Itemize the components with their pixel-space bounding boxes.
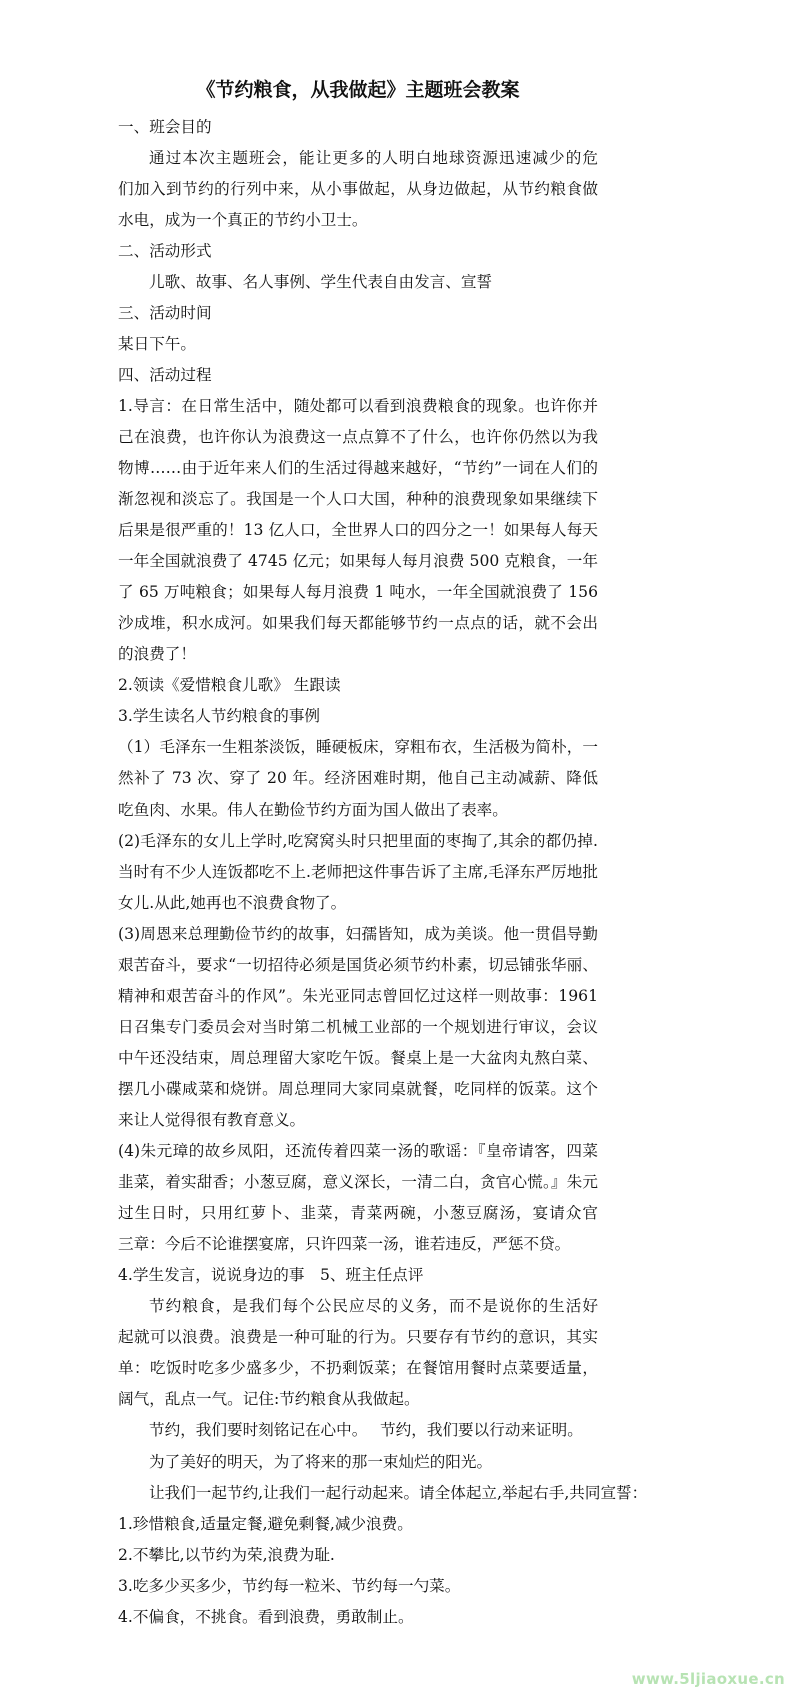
text-line: 过生日时，只用红萝卜、韭菜，青菜两碗，小葱豆腐汤，宴请众官 bbox=[118, 1204, 598, 1223]
text-line: 节约，我们要时刻铭记在心中。 节约，我们要以行动来证明。 bbox=[149, 1421, 583, 1440]
text-line: 节约粮食，是我们每个公民应尽的义务，而不是说你的生活好 bbox=[149, 1297, 598, 1316]
text-line: (3)周恩来总理勤俭节约的故事，妇孺皆知，成为美谈。他一贯倡导勤 bbox=[118, 924, 598, 943]
text-line: 物博……由于近年来人们的生活过得越来越好，“节约”一词在人们的 bbox=[118, 459, 598, 478]
section-heading: 二、活动形式 bbox=[118, 241, 212, 260]
section-heading: 一、班会目的 bbox=[118, 117, 212, 136]
text-line: 一年全国就浪费了 4745 亿元；如果每人每月浪费 500 克粮食，一年 bbox=[118, 552, 598, 571]
text-line: 当时有不少人连饭都吃不上.老师把这件事告诉了主席,毛泽东严厉地批 bbox=[118, 862, 598, 881]
text-line: 日召集专门委员会对当时第二机械工业部的一个规划进行审议，会议 bbox=[118, 1017, 598, 1036]
text-line: 们加入到节约的行列中来，从小事做起，从身边做起，从节约粮食做 bbox=[118, 179, 598, 198]
text-line: 1.珍惜粮食,适量定餐,避免剩餐,减少浪费。 bbox=[118, 1514, 413, 1533]
text-line: 己在浪费，也许你认为浪费这一点点算不了什么，也许你仍然以为我 bbox=[118, 427, 598, 446]
text-line: 某日下午。 bbox=[118, 334, 196, 353]
text-line: 来让人觉得很有教育意义。 bbox=[118, 1111, 306, 1129]
text-line: 起就可以浪费。浪费是一种可耻的行为。只要存有节约的意识，其实 bbox=[118, 1328, 598, 1347]
text-line: 让我们一起节约,让我们一起行动起来。请全体起立,举起右手,共同宣誓： bbox=[149, 1483, 648, 1502]
text-line: 单：吃饭时吃多少盛多少，不扔剩饭菜；在餐馆用餐时点菜要适量， bbox=[118, 1359, 598, 1378]
text-line: 摆几小碟咸菜和烧饼。周总理同大家同桌就餐，吃同样的饭菜。这个 bbox=[118, 1079, 598, 1098]
section-heading: 四、活动过程 bbox=[118, 365, 212, 384]
text-line: 3.吃多少买多少，节约每一粒米、节约每一勺菜。 bbox=[118, 1576, 461, 1595]
document-body bbox=[118, 112, 648, 1633]
text-line: 中午还没结束，周总理留大家吃午饭。餐桌上是一大盆肉丸熬白菜、 bbox=[118, 1048, 598, 1067]
text-line: 女儿.从此,她再也不浪费食物了。 bbox=[118, 893, 347, 912]
text-line: 儿歌、故事、名人事例、学生代表自由发言、宣誓 bbox=[149, 272, 493, 291]
text-line: 4.学生发言，说说身边的事 5、班主任点评 bbox=[118, 1266, 424, 1285]
text-line: 水电，成为一个真正的节约小卫士。 bbox=[118, 210, 368, 229]
text-line: 的浪费了！ bbox=[118, 645, 196, 664]
text-line: (4)朱元璋的故乡凤阳，还流传着四菜一汤的歌谣：『皇帝请客，四菜 bbox=[118, 1142, 598, 1161]
text-line: 为了美好的明天，为了将来的那一束灿烂的阳光。 bbox=[149, 1452, 493, 1471]
text-line: 2.不攀比,以节约为荣,浪费为耻. bbox=[118, 1545, 335, 1564]
text-line: 1.导言：在日常生活中，随处都可以看到浪费粮食的现象。也许你并 bbox=[118, 396, 598, 415]
text-line: 了 65 万吨粮食；如果每人每月浪费 1 吨水，一年全国就浪费了 156 bbox=[118, 583, 598, 602]
text-line: 后果是很严重的！13 亿人口，全世界人口的四分之一！如果每人每天 bbox=[118, 521, 598, 540]
text-line: 4.不偏食，不挑食。看到浪费，勇敢制止。 bbox=[118, 1607, 414, 1626]
text-line: 韭菜，着实甜香；小葱豆腐，意义深长，一清二白，贪官心慌。』朱元 bbox=[118, 1173, 598, 1192]
text-line: 三章：今后不论谁摆宴席，只许四菜一汤，谁若违反，严惩不贷。 bbox=[118, 1235, 571, 1254]
text-line: 2.领读《爱惜粮食儿歌》 生跟读 bbox=[118, 676, 341, 695]
text-line: 3.学生读名人节约粮食的事例 bbox=[118, 707, 321, 726]
text-line: 艰苦奋斗，要求“一切招待必须是国货必须节约朴素，切忌铺张华丽、 bbox=[118, 955, 598, 974]
section-heading: 三、活动时间 bbox=[118, 303, 212, 322]
text-line: （1）毛泽东一生粗茶淡饭，睡硬板床，穿粗布衣，生活极为简朴，一 bbox=[118, 738, 598, 757]
text-line: 阔气，乱点一气。记住:节约粮食从我做起。 bbox=[118, 1390, 420, 1409]
text-line: 沙成堆，积水成河。如果我们每天都能够节约一点点的话，就不会出 bbox=[118, 614, 598, 633]
text-line: 渐忽视和淡忘了。我国是一个人口大国，种种的浪费现象如果继续下 bbox=[118, 490, 598, 509]
text-line: 通过本次主题班会，能让更多的人明白地球资源迅速减少的危 bbox=[149, 148, 598, 167]
text-line: 然补了 73 次、穿了 20 年。经济困难时期，他自己主动减薪、降低 bbox=[118, 769, 598, 788]
text-line: 精神和艰苦奋斗的作风”。朱光亚同志曾回忆过这样一则故事：1961 bbox=[118, 986, 598, 1005]
watermark: www.5ljiaoxue.cn bbox=[631, 1670, 785, 1688]
text-line: 吃鱼肉、水果。伟人在勤俭节约方面为国人做出了表率。 bbox=[118, 800, 508, 819]
document-title: 《节约粮食，从我做起》主题班会教案 bbox=[196, 79, 520, 101]
text-line: (2)毛泽东的女儿上学时,吃窝窝头时只把里面的枣掏了,其余的都仍掉. bbox=[118, 831, 598, 850]
